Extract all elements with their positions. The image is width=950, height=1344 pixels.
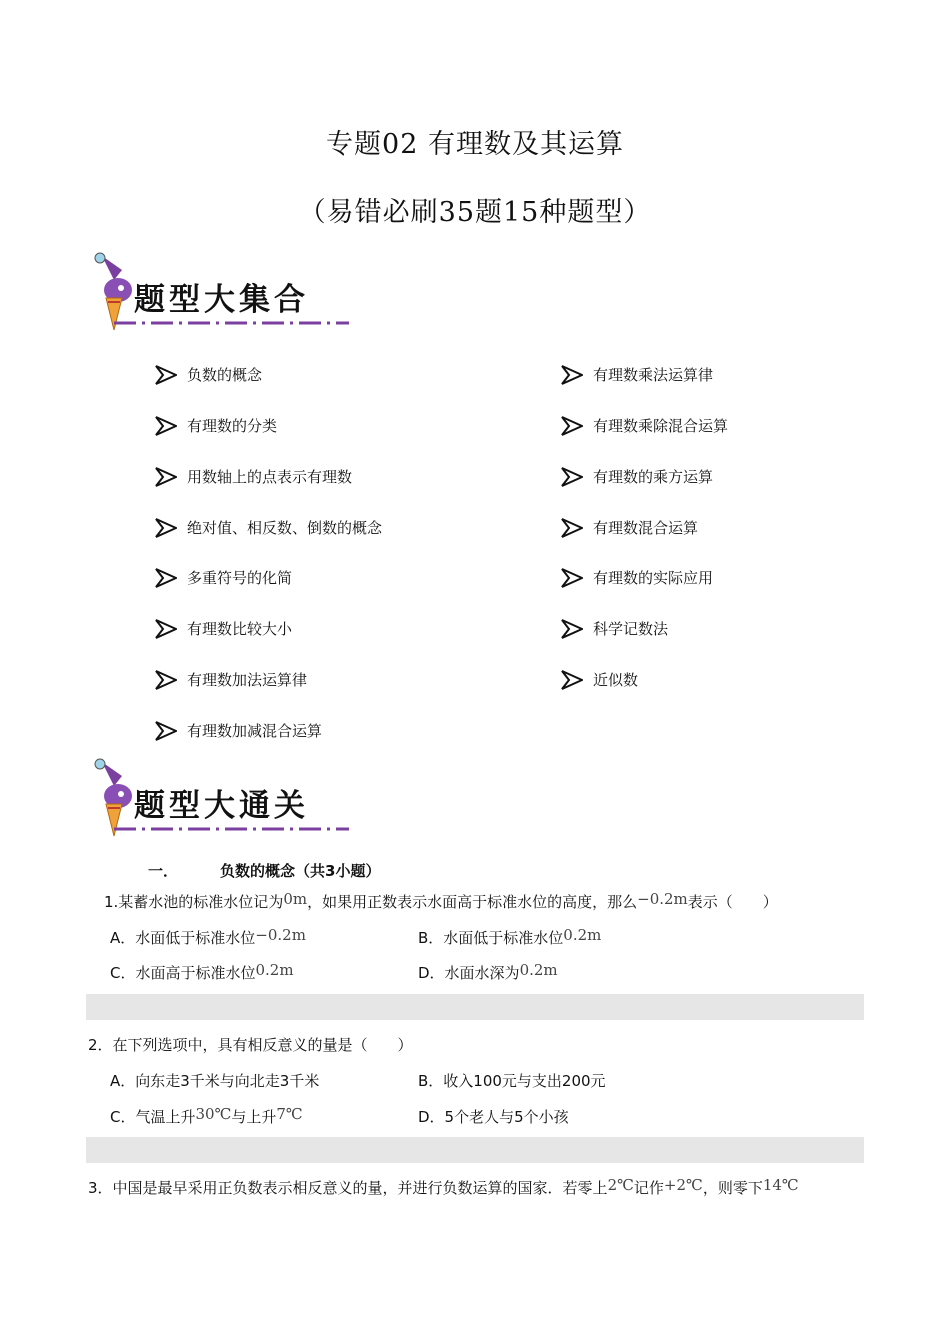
arrow-bullet-icon [155, 467, 177, 487]
topic-item [155, 517, 382, 538]
q1-option-a [110, 927, 306, 948]
arrow-bullet-icon [561, 416, 583, 436]
topic-label: 有理数混合运算 [593, 519, 699, 537]
question-2: 2．在下列选项中，具有相反意义的量是（ ） [88, 1036, 413, 1054]
q3-math-3: 14℃ [762, 1176, 799, 1194]
topic-item [561, 669, 638, 690]
topic-item [561, 517, 698, 538]
topic-item [155, 364, 262, 385]
option-math: 0.2m [519, 961, 558, 979]
arrow-bullet-icon [561, 670, 583, 690]
option-math: −0.2m [255, 926, 306, 944]
arrow-bullet-icon [155, 568, 177, 588]
topic-item [561, 618, 668, 639]
topic-label: 有理数加法运算律 [187, 671, 308, 689]
topic-label: 有理数比较大小 [187, 620, 293, 638]
topic-item [155, 618, 292, 639]
option-label: D．水面水深为 [418, 964, 520, 982]
q2-option-b: B．收入100元与支出200元 [418, 1072, 606, 1090]
option-label: C．气温上升 [110, 1108, 196, 1126]
q1-option-d [418, 962, 558, 983]
option-label: A．水面低于标准水位 [110, 929, 256, 947]
dash-divider [114, 320, 349, 326]
topic-item [155, 720, 322, 741]
q2-option-a: A．向东走3千米与向北走3千米 [110, 1072, 320, 1090]
page-title: 专题02 有理数及其运算 [326, 129, 624, 160]
q1-option-b [418, 927, 601, 948]
q2-option-c [110, 1106, 303, 1127]
answer-space [86, 1137, 864, 1163]
arrow-bullet-icon [561, 568, 583, 588]
banner-title: 题型大通关 [134, 788, 309, 824]
option-text: 与上升 [231, 1108, 277, 1126]
arrow-bullet-icon [155, 721, 177, 741]
q3-text-b: 记作 [633, 1179, 664, 1197]
page-subtitle: （易错必刷35题15种题型） [298, 197, 652, 228]
q2-option-d: D．5个老人与5个小孩 [418, 1108, 569, 1126]
topic-label: 有理数加减混合运算 [187, 722, 323, 740]
topic-label: 有理数的乘方运算 [593, 468, 714, 486]
topic-label: 科学记数法 [593, 620, 669, 638]
arrow-bullet-icon [561, 467, 583, 487]
arrow-bullet-icon [155, 619, 177, 639]
option-math: 0.2m [255, 961, 294, 979]
topic-label: 有理数乘法运算律 [593, 366, 714, 384]
topic-item [155, 415, 277, 436]
topic-item [561, 364, 713, 385]
q1-option-c [110, 962, 294, 983]
q1-text-b: ，如果用正数表示水面高于标准水位的高度，那么 [307, 893, 638, 911]
q3-text-a: 3．中国是最早采用正负数表示相反意义的量，并进行负数运算的国家．若零上 [88, 1179, 608, 1197]
topic-label: 有理数乘除混合运算 [593, 417, 729, 435]
arrow-bullet-icon [155, 365, 177, 385]
dash-divider [114, 826, 349, 832]
topic-label: 负数的概念 [187, 366, 263, 384]
arrow-bullet-icon [561, 518, 583, 538]
arrow-bullet-icon [155, 670, 177, 690]
topic-label: 绝对值、相反数、倒数的概念 [187, 519, 383, 537]
topic-item [561, 466, 713, 487]
topic-label: 有理数的实际应用 [593, 569, 714, 587]
banner-topic-practice [88, 756, 358, 840]
option-math: 7℃ [276, 1105, 303, 1123]
q1-math-1: 0m [283, 890, 308, 908]
arrow-bullet-icon [155, 518, 177, 538]
topic-item [155, 567, 292, 588]
topic-label: 有理数的分类 [187, 417, 278, 435]
option-math: 0.2m [563, 926, 602, 944]
section-number: 一． [148, 862, 179, 880]
topic-item [155, 669, 307, 690]
topic-label: 多重符号的化简 [187, 569, 293, 587]
topic-item [561, 415, 728, 436]
arrow-bullet-icon [561, 619, 583, 639]
topic-label: 用数轴上的点表示有理数 [187, 468, 353, 486]
option-math: 30℃ [195, 1105, 232, 1123]
q3-math-1: 2℃ [607, 1176, 634, 1194]
q1-math-2: −0.2m [637, 890, 688, 908]
topic-item [155, 466, 352, 487]
banner-title: 题型大集合 [134, 282, 309, 318]
answer-space [86, 994, 864, 1020]
question-3 [88, 1177, 799, 1198]
option-label: C．水面高于标准水位 [110, 964, 256, 982]
topic-item [561, 567, 713, 588]
arrow-bullet-icon [561, 365, 583, 385]
banner-topic-collection [88, 250, 358, 334]
q3-text-c: ，则零下 [702, 1179, 763, 1197]
arrow-bullet-icon [155, 416, 177, 436]
section-title: 负数的概念（共3小题） [220, 862, 381, 880]
option-label: B．水面低于标准水位 [418, 929, 564, 947]
q3-math-2: +2℃ [663, 1176, 703, 1194]
q1-text-a: 1.某蓄水池的标准水位记为 [104, 893, 284, 911]
q1-text-c: 表示（ ） [687, 893, 778, 911]
topic-label: 近似数 [593, 671, 639, 689]
question-1 [104, 891, 778, 912]
